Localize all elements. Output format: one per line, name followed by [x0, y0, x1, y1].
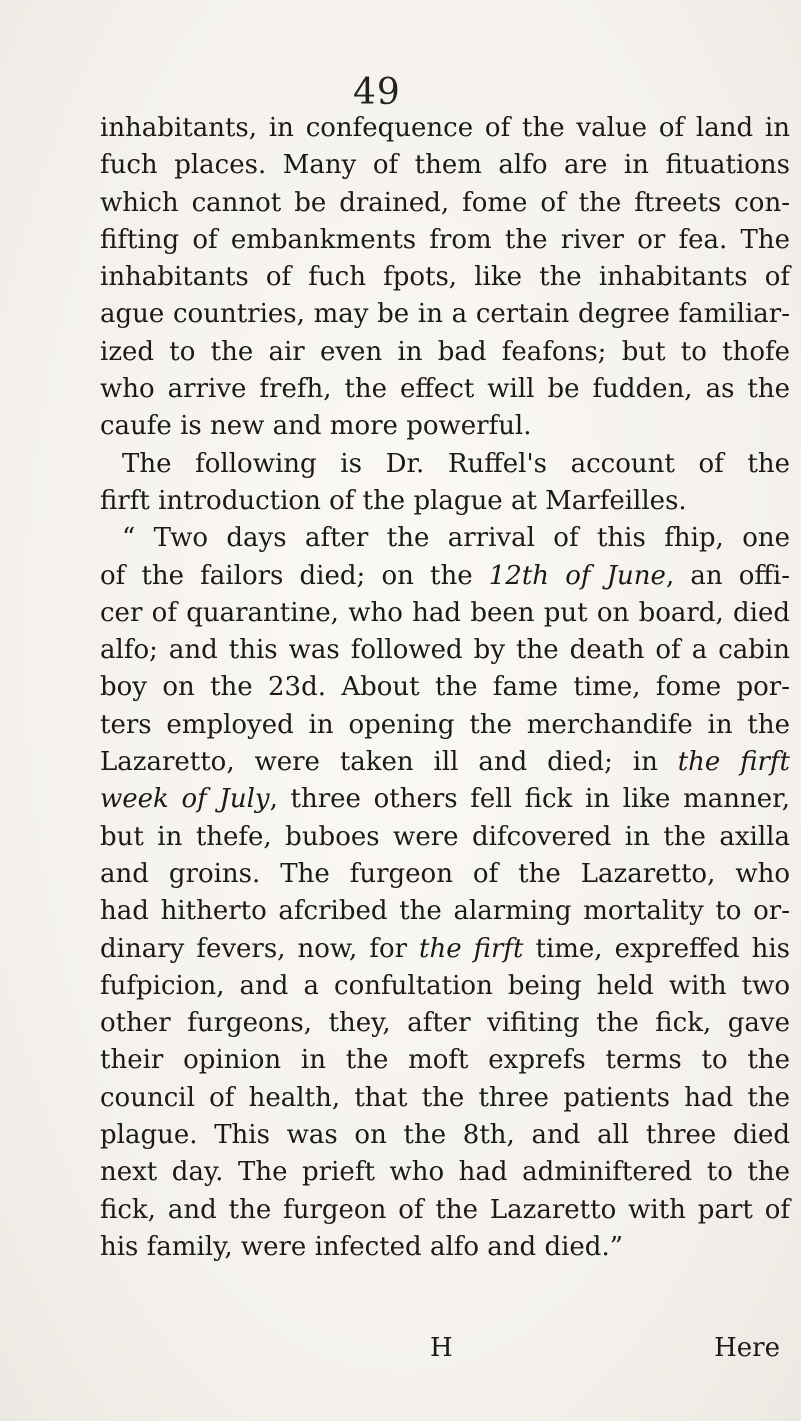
text-line: firft introduction of the plague at Marfeilles. [100, 485, 687, 516]
text-line: and groins. The furgeon of the Lazaretto, who [100, 858, 790, 889]
text-line: The following is Dr. Ruffel's account of the [122, 448, 790, 479]
text-line: plague. This was on the 8th, and all three died [100, 1120, 790, 1151]
text-line: alfo; and this was followed by the death of a cabin [100, 635, 790, 666]
text-line: of the failors died; on the 12th of June, an offi- [100, 560, 790, 591]
text-line: boy on the 23d. About the fame time, fome por- [100, 672, 790, 703]
text-line: who arrive frefh, the effect will be fudden, as the [100, 374, 790, 405]
page-footer [100, 1333, 790, 1373]
signature-mark: H [430, 1333, 453, 1363]
text-line: Lazaretto, were taken ill and died; in the firft [100, 747, 791, 778]
text-line: had hitherto afcribed the alarming mortality to or- [100, 896, 790, 927]
text-line: fufpicion, and a confultation being held with two [100, 970, 790, 1001]
text-line: which cannot be drained, fome of the ftreets con- [100, 187, 790, 218]
text-line: council of health, that the three patients had the [100, 1082, 790, 1113]
text-line: their opinion in the moft exprefs terms to the [100, 1045, 790, 1076]
text-line: ized to the air even in bad feafons; but to thofe [100, 336, 790, 367]
text-line: ters employed in opening the merchandife in the [100, 709, 790, 740]
text-line: inhabitants of fuch fpots, like the inhabitants of [100, 262, 790, 293]
text-line: other furgeons, they, after vifiting the fick, gave [100, 1008, 790, 1039]
text-line: “ Two days after the arrival of this fhip, one [122, 523, 790, 554]
text-line: inhabitants, in confequence of the value of land in [100, 113, 790, 143]
text-line: but in thefe, buboes were difcovered in the axilla [100, 821, 790, 852]
text-line: week of July, three others fell fick in like manner, [100, 784, 790, 815]
text-line: fifting of embankments from the river or fea. The [100, 224, 790, 255]
page-number: 49 [353, 72, 401, 113]
text-line: fuch places. Many of them alfo are in fituations [100, 150, 790, 181]
text-line: cer of quarantine, who had been put on board, died [100, 597, 790, 628]
text-line: dinary fevers, now, for the firft time, expreffed his [100, 933, 791, 964]
text-line: fick, and the furgeon of the Lazaretto with part of [100, 1194, 790, 1225]
text-line: caufe is new and more powerful. [100, 411, 532, 442]
text-line: his family, were infected alfo and died.” [100, 1231, 623, 1262]
text-line: ague countries, may be in a certain degree familiar- [100, 299, 790, 330]
catchword: Here [714, 1333, 780, 1363]
text-line: next day. The prieft who had adminiftered to the [100, 1157, 790, 1188]
body-text [100, 110, 790, 1266]
